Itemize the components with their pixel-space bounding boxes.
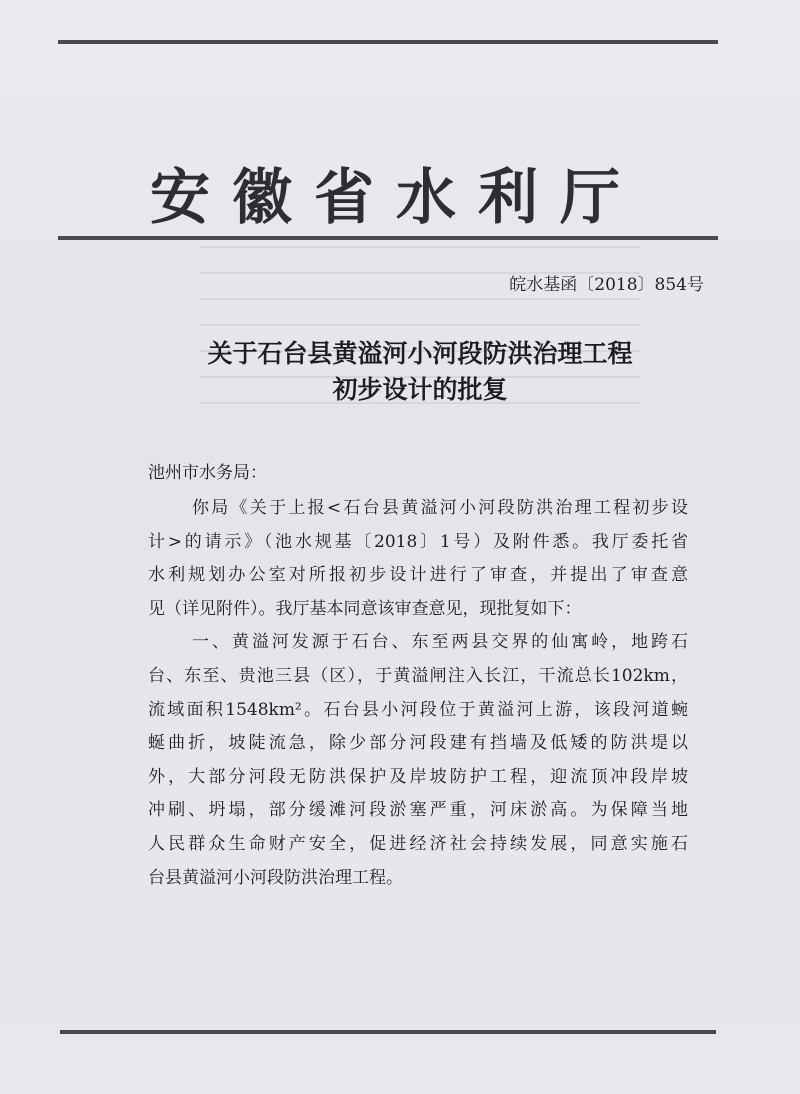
text-line: 见（详见附件）。我厅基本同意该审查意见，现批复如下： (148, 598, 582, 619)
paragraph-1 (148, 492, 688, 626)
document-title (150, 336, 690, 408)
footer-rule (60, 1030, 716, 1034)
text-line: 蜒曲折，坡陡流急，除少部分河段建有挡墙及低矮的防洪堤以 (148, 733, 688, 754)
paragraph-2 (148, 626, 688, 895)
text-line: 你局《关于上报<石台县黄溢河小河段防洪治理工程初步设 (192, 498, 688, 518)
top-rule (58, 40, 718, 44)
agency-name: 安徽省水利厅 (150, 163, 642, 233)
header-rule (58, 236, 718, 240)
text-line: 台、东至、贵池三县（区），于黄溢闸注入长江，干流总长102km， (148, 665, 688, 686)
text-line: 一、黄溢河发源于石台、东至两县交界的仙寓岭，地跨石 (192, 632, 688, 653)
text-line: 计>的请示》（池水规基〔2018〕1号）及附件悉。我厅委托省 (148, 531, 688, 552)
recipient: 池州市水务局： (148, 463, 267, 483)
document-number: 皖水基函〔2018〕854号 (509, 275, 704, 295)
text-line: 人民群众生命财产安全，促进经济社会持续发展，同意实施石 (148, 833, 688, 854)
text-line: 冲刷、坍塌，部分缓滩河段淤塞严重，河床淤高。为保障当地 (148, 800, 688, 821)
text-line: 流域面积1548km²。石台县小河段位于黄溢河上游，该段河道蜿 (148, 699, 688, 720)
title-line-1: 关于石台县黄溢河小河段防洪治理工程 (207, 339, 633, 368)
document-body (148, 492, 688, 895)
title-line-2: 初步设计的批复 (332, 375, 508, 404)
text-line: 水利规划办公室对所报初步设计进行了审查，并提出了审查意 (148, 565, 688, 586)
text-line: 台县黄溢河小河段防洪治理工程。 (148, 867, 403, 888)
text-line: 外，大部分河段无防洪保护及岸坡防护工程，迎流顶冲段岸坡 (148, 766, 688, 787)
